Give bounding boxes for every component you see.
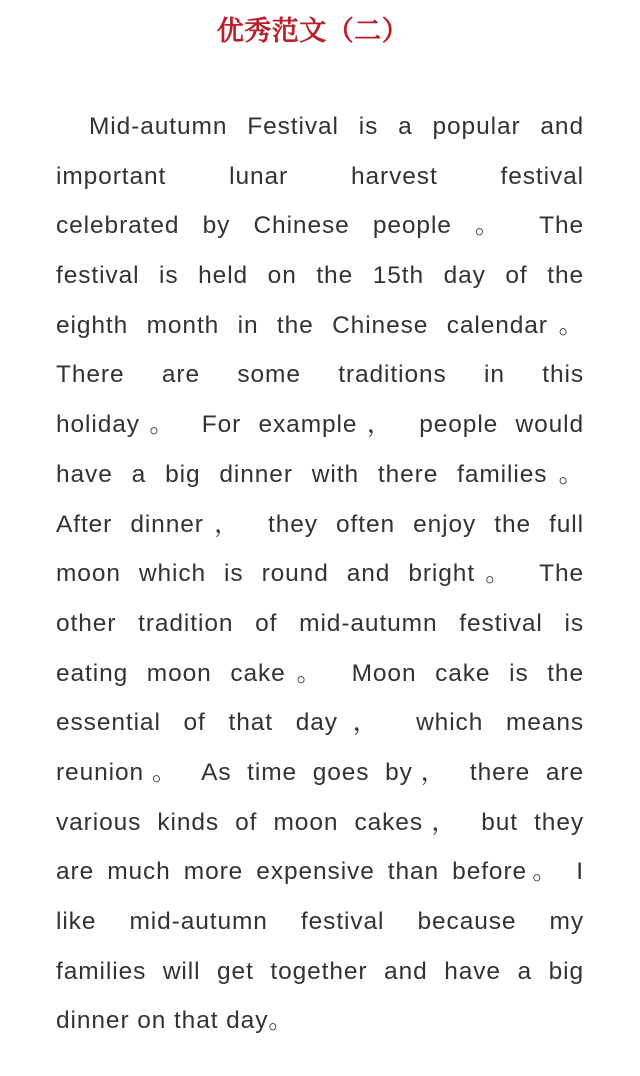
article-line: After dinner， they often enjoy the full: [56, 510, 584, 538]
article-line: various kinds of moon cakes， but they: [56, 808, 584, 836]
article-line: essential of that day， which means: [56, 709, 584, 737]
article-line: families will get together and have a big: [56, 957, 584, 985]
article-line: important lunar harvest festival: [56, 162, 584, 190]
article-line: other tradition of mid-autumn festival is: [56, 609, 584, 637]
article-line: moon which is round and bright。 The: [56, 560, 584, 588]
article-line: There are some traditions in this: [56, 361, 584, 389]
article-line: celebrated by Chinese people 。 The: [56, 212, 584, 240]
article-line: like mid-autumn festival because my: [56, 908, 584, 935]
article-line: dinner on that day。: [56, 1007, 294, 1035]
article-line: eating moon cake。 Moon cake is the: [56, 659, 584, 687]
article-line: eighth month in the Chinese calendar。: [56, 311, 584, 339]
article-line: have a big dinner with there families。: [56, 460, 584, 488]
article-line: holiday。 For example， people would: [56, 411, 584, 439]
article-line: Mid-autumn Festival is a popular and: [89, 113, 584, 140]
article-line: festival is held on the 15th day of the: [56, 262, 584, 290]
article-title: 优秀范文（二）: [216, 16, 410, 47]
article-body: [56, 102, 584, 1046]
article-line: reunion。 As time goes by， there are: [56, 758, 584, 786]
article-line: are much more expensive than before。 I: [56, 858, 584, 886]
